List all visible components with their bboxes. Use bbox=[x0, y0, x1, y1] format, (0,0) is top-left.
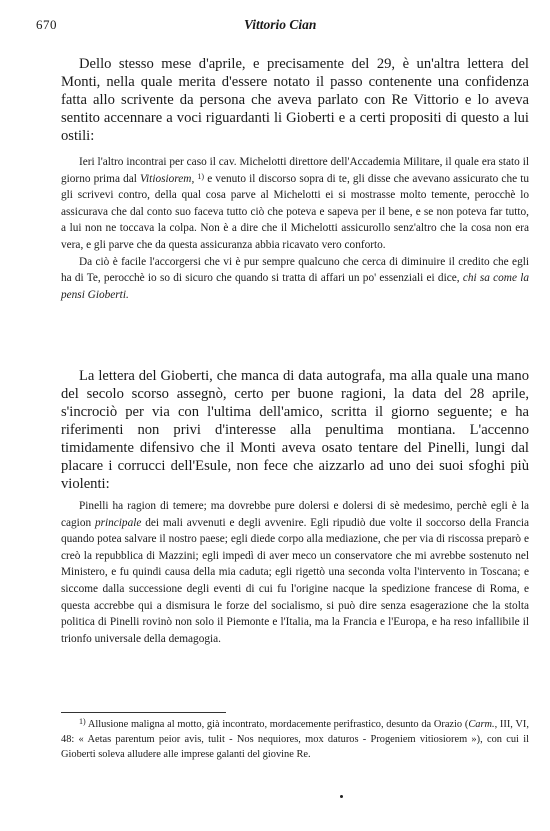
body-paragraph-1: Dello stesso mese d'aprile, e precisamente del 29, è un'altra lettera del Monti, nella quale merita d'essere notato il passo contenente una confidenza fatta allo scrivente da persona che aveva parlato con Re Vittorio e lo aveva sentito accennare a voci riguardanti li Gioberti e a certi propositi di questo a lui ostili: bbox=[61, 56, 529, 144]
quote-2-paragraph: Pinelli ha ragion di temere; ma dovrebbe pure dolersi e dolersi di sè medesimo, perchè egli è la cagion principale dei mali avvenuti e degli avvenire. Egli ripudiò due volte il soccorso della Francia quando potea salvare il nostro paese; egli diede corpo alla mediazione, che per via di riscossa preparò e creò la repubblica di Mazzini; egli impedì di aver meco un conservatore che mi avrebbe sostenuto nel Ministero, e fu quindi causa della mia caduta; egli rigettò una seconda volta l'intervento in Toscana; e siccome dalla successione degli eventi di cui fu l'origine nacque la spedizione francese di Roma, e questa accrebbe qui a dismisura le forze del socialismo, si può dire senza esagerazione che la stolta politica di Pinelli rovinò non solo il Piemonte e l'Italia, ma la Francia e l'Europa, e ha reso infallibile il trionfo universale della demagogia. bbox=[61, 500, 529, 645]
page-header bbox=[36, 17, 526, 35]
footnote-rule bbox=[61, 712, 226, 713]
quote-1-italic-phrase: chi sa come la pensi Gioberti. bbox=[61, 272, 530, 301]
footnote: $^{1)}$ Allusione maligna al motto, già incontrato, mordacemente perifrastico, desunto da Orazio (Carm., III, VI, 48: « Aetas parentum peior avis, tulit - Nos nequiores, mox daturos - Progeniem vitiosiorem »), con cui il Gioberti soleva alludere alle imprese galanti del giovine Re. bbox=[61, 717, 529, 760]
footnote-italic: Carm. bbox=[468, 719, 495, 730]
quote-block-1 bbox=[61, 154, 529, 303]
quote-2-italic-word: principale bbox=[94, 516, 142, 529]
running-head: Vittorio Cian bbox=[244, 17, 317, 32]
quote-block-2 bbox=[61, 498, 529, 647]
footnote-ref: 1) bbox=[197, 171, 205, 181]
page-number: 670 bbox=[36, 17, 57, 32]
quote-1-paragraph-1: Ieri l'altro incontrai per caso il cav. Michelotti direttore dell'Accademia Militare, il quale era stato il giorno prima dal Vitiosiorem, $^{1)}$ e venuto il discorso sopra di te, gli disse che avevano assicurato che tu gli scrivevi contro, della qual cosa parve al Michelotti ei si mostrasse molto temente, perocchè lo assicurava che dal conto suo faceva tutto ciò che poteva e sapeva per il bene, e se non poteva far tutto, a lui non ne toccava la colpa. Non è a dire che il Michelotti assicurollo senz'altro che la cosa non era vera, e gli parve che da questa assicuranza abbia ricavato vero conforto. bbox=[61, 156, 530, 251]
page-mark bbox=[340, 795, 343, 798]
quote-1-paragraph-2: Da ciò è facile l'accorgersi che vi è pur sempre qualcuno che cerca di diminuire il credito che egli ha di Te, perocchè io so di sicuro che quando si tratta di affari un po' essenziali ei dice, chi sa come la pensi Gioberti. bbox=[61, 255, 530, 301]
footnote-marker: 1) bbox=[79, 717, 86, 726]
body-paragraph-2: La lettera del Gioberti, che manca di data autografa, ma alla quale una mano del secolo scorso assegnò, certo per buone ragioni, la data del 28 aprile, s'incrociò per via con l'ultima dell'amico, scritta il giorno seguente; e ha riferimenti non privi d'interesse alla penultima montiana. L'accenno timidamente difensivo che il Monti aveva osato tentare del Pinelli, lungi dal placare i corrucci dell'Esule, non fece che aizzarlo ad uno dei suoi sfoghi più violenti: bbox=[61, 368, 529, 492]
quote-1-italic-name: Vitiosiorem, bbox=[139, 172, 195, 185]
